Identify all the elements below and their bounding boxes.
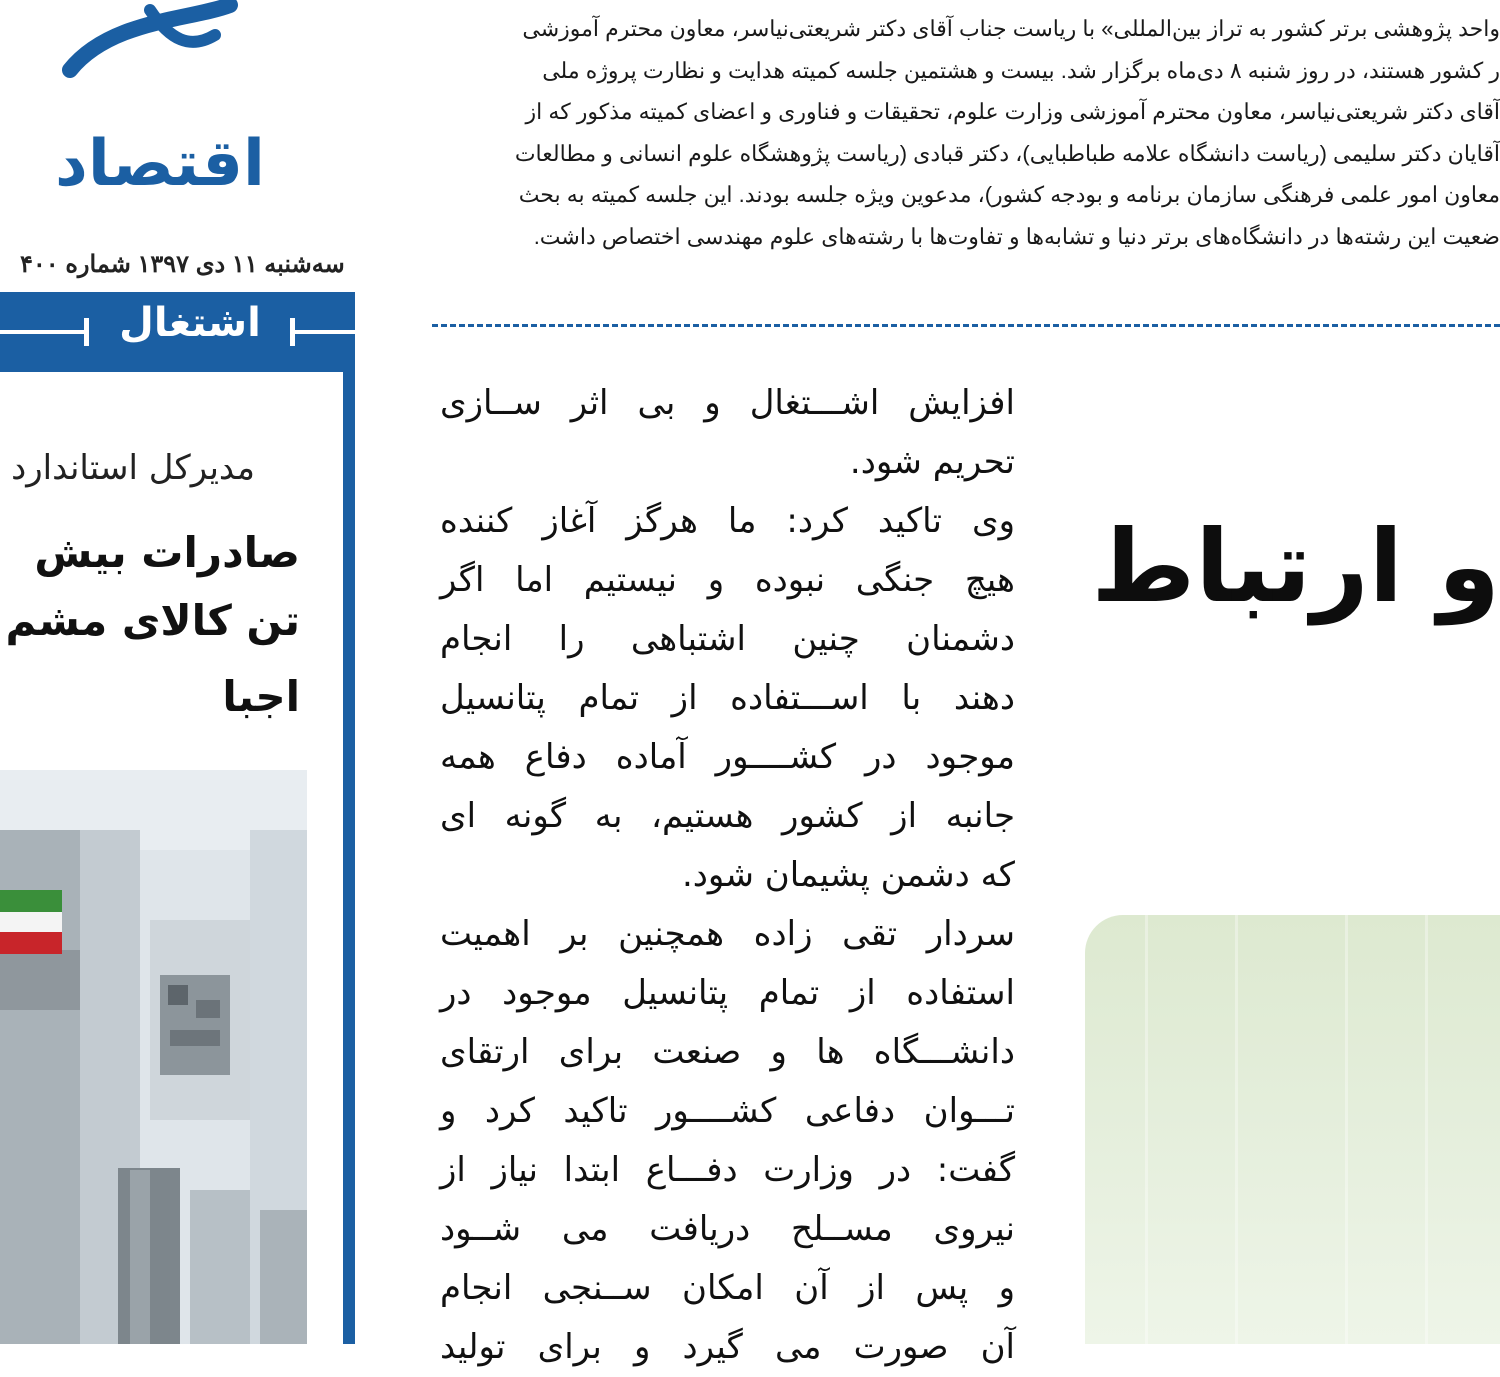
- paragraph-line: ر کشور هستند، در روز شنبه ۸ دی‌ماه برگزار شد. بیست و هشتمین جلسه کمیته هدایت و نظارت پروژه ملی: [542, 57, 1500, 83]
- box-texture: [1345, 915, 1348, 1344]
- article-line: افزایش اشـــتغال و بی اثر ســازی: [440, 383, 1015, 423]
- left-story-headline-line: اجبا: [222, 672, 300, 721]
- dashed-divider: [432, 324, 1500, 327]
- article-line: دهند با اســـتفاده از تمام پتانسیل: [440, 678, 1015, 718]
- box-texture: [1235, 915, 1238, 1344]
- section-rule-left: [0, 330, 88, 334]
- section-header-bar: [0, 292, 355, 372]
- section-rule-tick-left: [84, 318, 89, 346]
- newspaper-logo: [40, 0, 265, 210]
- dateline: سه‌شنبه ۱۱ دی ۱۳۹۷ شماره ۴۰۰: [20, 251, 345, 278]
- article-line: تـــوان دفاعی کشــــور تاکید کرد و: [440, 1091, 1015, 1131]
- paragraph-line: آقای دکتر شریعتی‌نیاسر، معاون محترم آموزشی وزارت علوم، تحقیقات و فناوری و اعضای کمیته مذکور که از: [525, 99, 1500, 124]
- article-line: جانبه از کشور هستیم، به گونه ای: [440, 796, 1015, 836]
- article-line: استفاده از تمام پتانسیل موجود در: [440, 973, 1015, 1013]
- paragraph-line: معاون امور علمی فرهنگی سازمان برنامه و بودجه کشور)، مدعوین ویژه جلسه بودند. این جلسه کمیته به بحث: [518, 182, 1500, 207]
- left-story-photo: [0, 770, 307, 1344]
- box-texture: [1425, 915, 1428, 1344]
- article-line: که دشمن پشیمان شود.: [681, 855, 1015, 895]
- article-line: دانشـــگاه ها و صنعت برای ارتقای: [440, 1032, 1015, 1072]
- left-story-headline-line: صادرات بیش: [34, 528, 300, 577]
- paragraph-line: آقایان دکتر سلیمی (ریاست دانشگاه علامه طباطبایی)، دکتر قبادی (ریاست پژوهشگاه علوم انسانی و مطالعات: [514, 140, 1500, 166]
- box-texture: [1145, 915, 1148, 1344]
- top-paragraph: [430, 8, 1500, 257]
- paragraph-line: واحد پژوهشی برتر کشور به تراز بین‌المللی» با ریاست جناب آقای دکتر شریعتی‌نیاسر، معاون محترم آموزشی: [522, 16, 1500, 41]
- article-line: نیروی مســلح دریافت می شــود: [440, 1209, 1015, 1249]
- logo-wordmark: اقتصاد: [55, 127, 265, 201]
- article-body: [440, 374, 1015, 1377]
- article-line: گفت: در وزارت دفـــاع ابتدا نیاز از: [440, 1150, 1015, 1190]
- article-line: موجود در کشــــور آماده دفاع همه: [440, 737, 1015, 777]
- article-line: هیچ جنگی نبوده و نیستیم اما اگر: [440, 560, 1015, 600]
- right-green-box: [1085, 915, 1500, 1344]
- section-frame-border: [343, 372, 355, 1344]
- article-line: وی تاکید کرد: ما هرگز آغاز کننده: [440, 501, 1015, 541]
- article-line: و پس از آن امکان ســنجی انجام: [440, 1268, 1015, 1308]
- left-story-headline-line: تن کالای مشم: [5, 596, 300, 645]
- section-title: اشتغال: [119, 300, 261, 346]
- article-line: دشمنان چنین اشتباهی را انجام: [440, 619, 1015, 659]
- article-line: تحریم شود.: [849, 442, 1015, 482]
- paragraph-line: ضعیت این رشته‌ها در دانشگاه‌های برتر دنیا و تشابه‌ها و تفاوت‌ها با رشته‌های علوم مهندسی اختصاص داشت.: [533, 223, 1500, 249]
- article-line: آن صورت می گیرد و برای تولید: [440, 1327, 1015, 1367]
- right-story-headline: و ارتباط: [1091, 508, 1500, 625]
- section-rule-right: [290, 330, 355, 334]
- left-story-kicker: مدیرکل استاندارد: [11, 448, 255, 488]
- article-line: سردار تقی زاده همچنین بر اهمیت: [440, 914, 1015, 954]
